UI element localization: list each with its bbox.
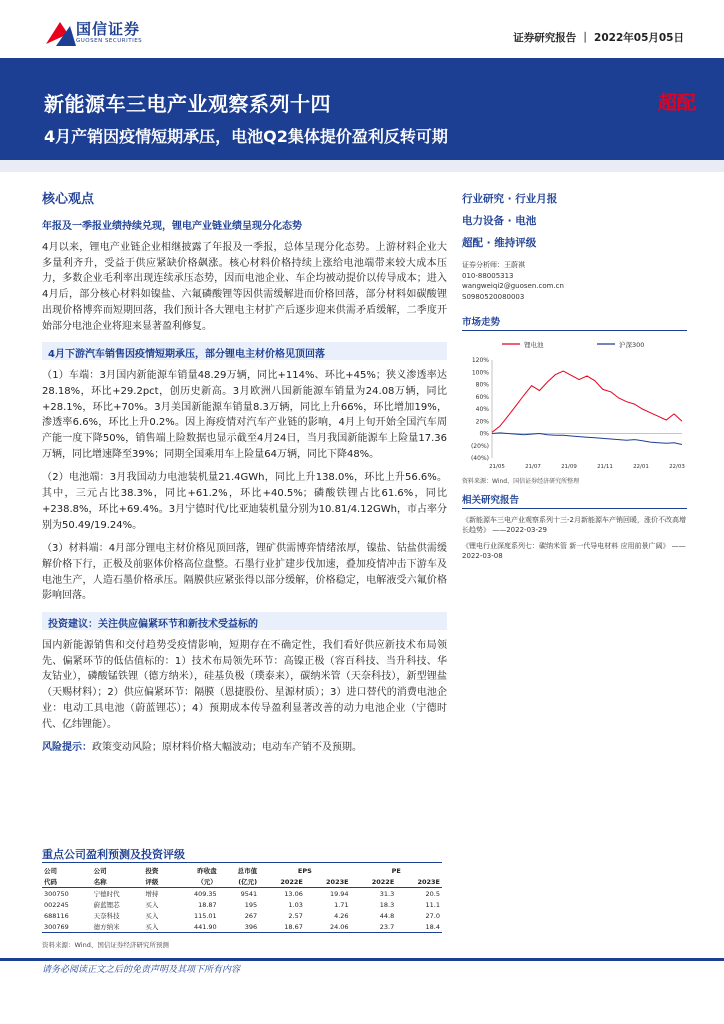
cell: 9541 [240, 889, 258, 898]
related-reports [462, 492, 687, 561]
cell: 18.3 [379, 900, 395, 909]
th-code-2: 代码 [42, 876, 92, 888]
core-para-5: 国内新能源销售和交付趋势受疫情影响，短期存在不确定性，我们看好供应新技术布局领先、偏紧环节的低估值标的：1）技术布局领先环节：高镍正极（容百科技、当升科技、华友钴业），磷酸锰铁锂（德方纳米），硅基负极（璞泰来），碳纳米管（天奈科技），新型锂盐（天赐材料）；2）供应偏紧环节：隔膜（恩捷股份、星源材质）；3）进口替代的消费电池企业：电动工具电池（蔚蓝锂芯）；4）预期成本传导盈利显著改善的动力电池企业（宁德时代、亿纬锂能）。 [42, 640, 447, 730]
cell: 409.35 [193, 889, 217, 898]
cell: 688116 [44, 911, 69, 920]
cell: 买入 [145, 912, 159, 920]
cell: 23.7 [351, 921, 397, 933]
cell: 300769 [42, 921, 92, 933]
legend-label: 锂电池 [524, 341, 544, 349]
sidebar-industry: 行业研究 · 行业月报 [462, 193, 558, 205]
x-tick-label: 21/09 [561, 464, 577, 470]
th-eps-2023: 2023E [305, 876, 351, 888]
cell: 2.57 [288, 911, 303, 920]
related-item[interactable]: 《新能源车三电产业观察系列十三-2月新能源车产销回暖，涨价不改高增长趋势》 ——2022-03-29 [462, 516, 686, 534]
core-head-3: 投资建议：关注供应偏紧环节和新技术受益标的 [42, 612, 447, 630]
risk-note [42, 740, 447, 756]
cell: 115.01 [193, 911, 217, 920]
th-eps: EPS [259, 863, 350, 877]
chart-source: 资料来源：Wind、国信证券经济研究所整理 [462, 478, 580, 485]
th-name-1: 公司 [92, 863, 144, 877]
core-head-2: 4月下游汽车销售因疫情短期承压，部分锂电主材价格见顶回落 [42, 342, 447, 360]
cell: 11.1 [425, 900, 440, 909]
cell: 买入 [143, 921, 172, 933]
cell: 增持 [145, 890, 159, 898]
related-item[interactable]: 《锂电行业深度系列七：碳纳米管 新一代导电材料 应用前景广阔》 ——2022-03-08 [462, 542, 686, 560]
cell: 德方纳米 [92, 921, 144, 933]
cell: 1.71 [334, 900, 349, 909]
analyst-email[interactable]: wangweiqi2@guosen.com.cn [462, 282, 564, 290]
cell: 31.3 [379, 889, 395, 898]
cell: 18.67 [259, 921, 305, 933]
analyst-cert: S0980520080003 [462, 292, 525, 301]
cell: 蔚蓝锂芯 [93, 901, 120, 909]
x-tick-label: 22/03 [669, 464, 685, 470]
th-mcap-2: (亿元) [219, 876, 259, 888]
market-title: 市场走势 [462, 314, 687, 331]
y-tick-label: 120% [471, 357, 489, 364]
sidebar [462, 188, 687, 331]
x-tick-label: 21/07 [525, 464, 541, 470]
y-tick-label: (40%) [470, 455, 489, 462]
cell: 24.06 [305, 921, 351, 933]
cell: 13.06 [284, 889, 303, 898]
risk-key: 风险提示： [42, 742, 92, 754]
title-banner [0, 58, 724, 160]
y-tick-label: 100% [471, 369, 489, 377]
th-mcap-1: 总市值 [219, 863, 259, 877]
cell: 396 [219, 921, 259, 933]
cell: 4.26 [334, 911, 349, 920]
core-para-3: （2）电池端：3月我国动力电池装机量21.4GWh，同比上升138.0%，环比上升56.6%。其中，三元占比38.3%，同比+61.2%，环比+40.5%；磷酸铁锂占比61.6%，同比+238.8%，环比+69.4%。3月宁德时代/比亚迪装机量分别为10.81/4.12GWh，市占率分别为50.49/19.24%。 [42, 472, 447, 531]
cell: 44.8 [379, 911, 395, 920]
x-tick-label: 21/05 [489, 464, 505, 470]
page-header [0, 0, 724, 58]
series-line [492, 433, 682, 445]
y-tick-label: (20%) [470, 442, 489, 450]
report-title: 新能源车三电产业观察系列十四 [44, 92, 331, 116]
forecast-table-title: 重点公司盈利预测及投资评级 [42, 848, 185, 861]
cell: 27.0 [425, 911, 440, 920]
sidebar-sector: 电力设备 · 电池 [462, 215, 537, 227]
series-line [492, 371, 682, 432]
report-subtitle: 4月产销因疫情短期承压，电池Q2集体提价盈利反转可期 [44, 127, 448, 146]
cell: 20.5 [425, 889, 440, 898]
y-tick-label: 0% [479, 430, 489, 438]
y-tick-label: 40% [475, 406, 489, 413]
th-name-2: 名称 [92, 876, 144, 888]
cell: 19.94 [329, 889, 349, 898]
cell: 441.90 [173, 921, 219, 933]
risk-text: 政策变动风险；原材料价格大幅波动；电动车产销不及预期。 [92, 742, 362, 754]
table-row [42, 921, 442, 933]
report-type-date: 证券研究报告 ｜ 2022年05月05日 [513, 32, 684, 44]
th-rating-2: 评级 [143, 876, 172, 888]
th-close-1: 昨收盘 [173, 863, 219, 877]
rating-badge: 超配 [657, 92, 696, 114]
table-source: 资料来源：Wind、国信证券经济研究所预测 [42, 941, 169, 949]
y-tick-label: 60% [475, 393, 489, 401]
legend-label: 沪深300 [619, 341, 645, 349]
logo-sub: GUOSEN SECURITIES [76, 38, 143, 44]
cell: 18.87 [198, 900, 217, 909]
market-trend-chart [462, 330, 687, 478]
th-pe: PE [351, 863, 442, 877]
related-title: 相关研究报告 [462, 492, 687, 509]
x-tick-label: 22/01 [633, 464, 649, 470]
logo-text: 国信证券 [76, 20, 141, 38]
core-para-4: （3）材料端：4月部分锂电主材价格见顶回落，锂矿供需博弈情绪浓厚，镍盐、钴盐供需缓解价格下行，正极及前驱体价格高位盘整。石墨行业扩建步伐加速，叠加疫情冲击下游车及电池生产，人造石墨价格承压。隔膜供应紧张得以部分缓解，价格稳定，电解液受六氟价格影响回落。 [42, 543, 447, 602]
th-pe-2022: 2022E [351, 876, 397, 888]
cell: 195 [244, 900, 258, 909]
table-row [42, 888, 442, 900]
th-rating-1: 投资 [143, 863, 172, 877]
footer-disclaimer: 请务必阅读正文之后的免责声明及其项下所有内容 [42, 965, 241, 975]
th-eps-2022: 2022E [259, 876, 305, 888]
th-close-2: （元） [173, 876, 219, 888]
cell: 宁德时代 [93, 890, 120, 898]
cell: 买入 [145, 901, 159, 909]
table-row [42, 910, 442, 921]
y-tick-label: 80% [475, 381, 489, 389]
x-tick-label: 21/11 [597, 464, 613, 470]
th-code-1: 公司 [42, 863, 92, 877]
table-row [42, 899, 442, 910]
cell: 002245 [44, 900, 69, 909]
sidebar-rating: 超配 · 维持评级 [462, 237, 537, 249]
analyst-name: 证券分析师：王蔚祺 [462, 261, 525, 269]
core-views [42, 188, 447, 756]
cell: 1.03 [288, 900, 303, 909]
cell: 18.4 [396, 921, 442, 933]
forecast-table [42, 862, 442, 933]
core-title: 核心观点 [42, 192, 95, 207]
footer-line [0, 958, 724, 961]
analyst-phone: 010-88005313 [462, 271, 514, 280]
core-head-1: 年报及一季报业绩持续兑现，锂电产业链业绩呈现分化态势 [42, 221, 302, 232]
core-para-1: 4月以来，锂电产业链企业相继披露了年报及一季报，总体呈现分化态势。上游材料企业大多量利齐升，受益于供应紧缺价格飙涨。核心材料价格持续上涨给电池端带来较大成本压力，多数企业毛利率出现连续承压态势，因而电池企业、车企均被动提价以传导成本；进入4月后，部分核心材料如镍盐、六氟磷酸锂等因供需缓解进而价格回落，部分材料如碳酸锂出现价格博弈而短期回落，我们预计各大锂电主材扩产后逐步迎来供需矛盾缓解，二季度开始部分电池企业将迎来显著盈利修复。 [42, 242, 447, 332]
cell: 267 [244, 911, 258, 920]
core-para-2: （1）车端：3月国内新能源车销量48.29万辆，同比+114%、环比+45%；狭义渗透率达28.18%，环比+29.2pct，创历史新高。3月欧洲八国新能源车销量为24.08万辆，同比+28.1%，环比+70%。3月美国新能源车销量8.3万辆，同比上升66%，环比增加19%，渗透率6.6%，环比上升0.2%。因上海疫情对汽车产业链的影响，4月上旬开始全国汽车周产能一度下降50%，销售端上险数据也显示截至4月24日，当月我国新能源车上险量17.36万辆，同比增速降至39%；同期全国乘用车上险量64万辆，同比下降48%。 [42, 370, 447, 460]
cell: 天奈科技 [93, 912, 120, 920]
banner-stripe [0, 160, 724, 172]
y-tick-label: 20% [475, 418, 489, 426]
cell: 300750 [44, 889, 69, 898]
th-pe-2023: 2023E [396, 876, 442, 888]
